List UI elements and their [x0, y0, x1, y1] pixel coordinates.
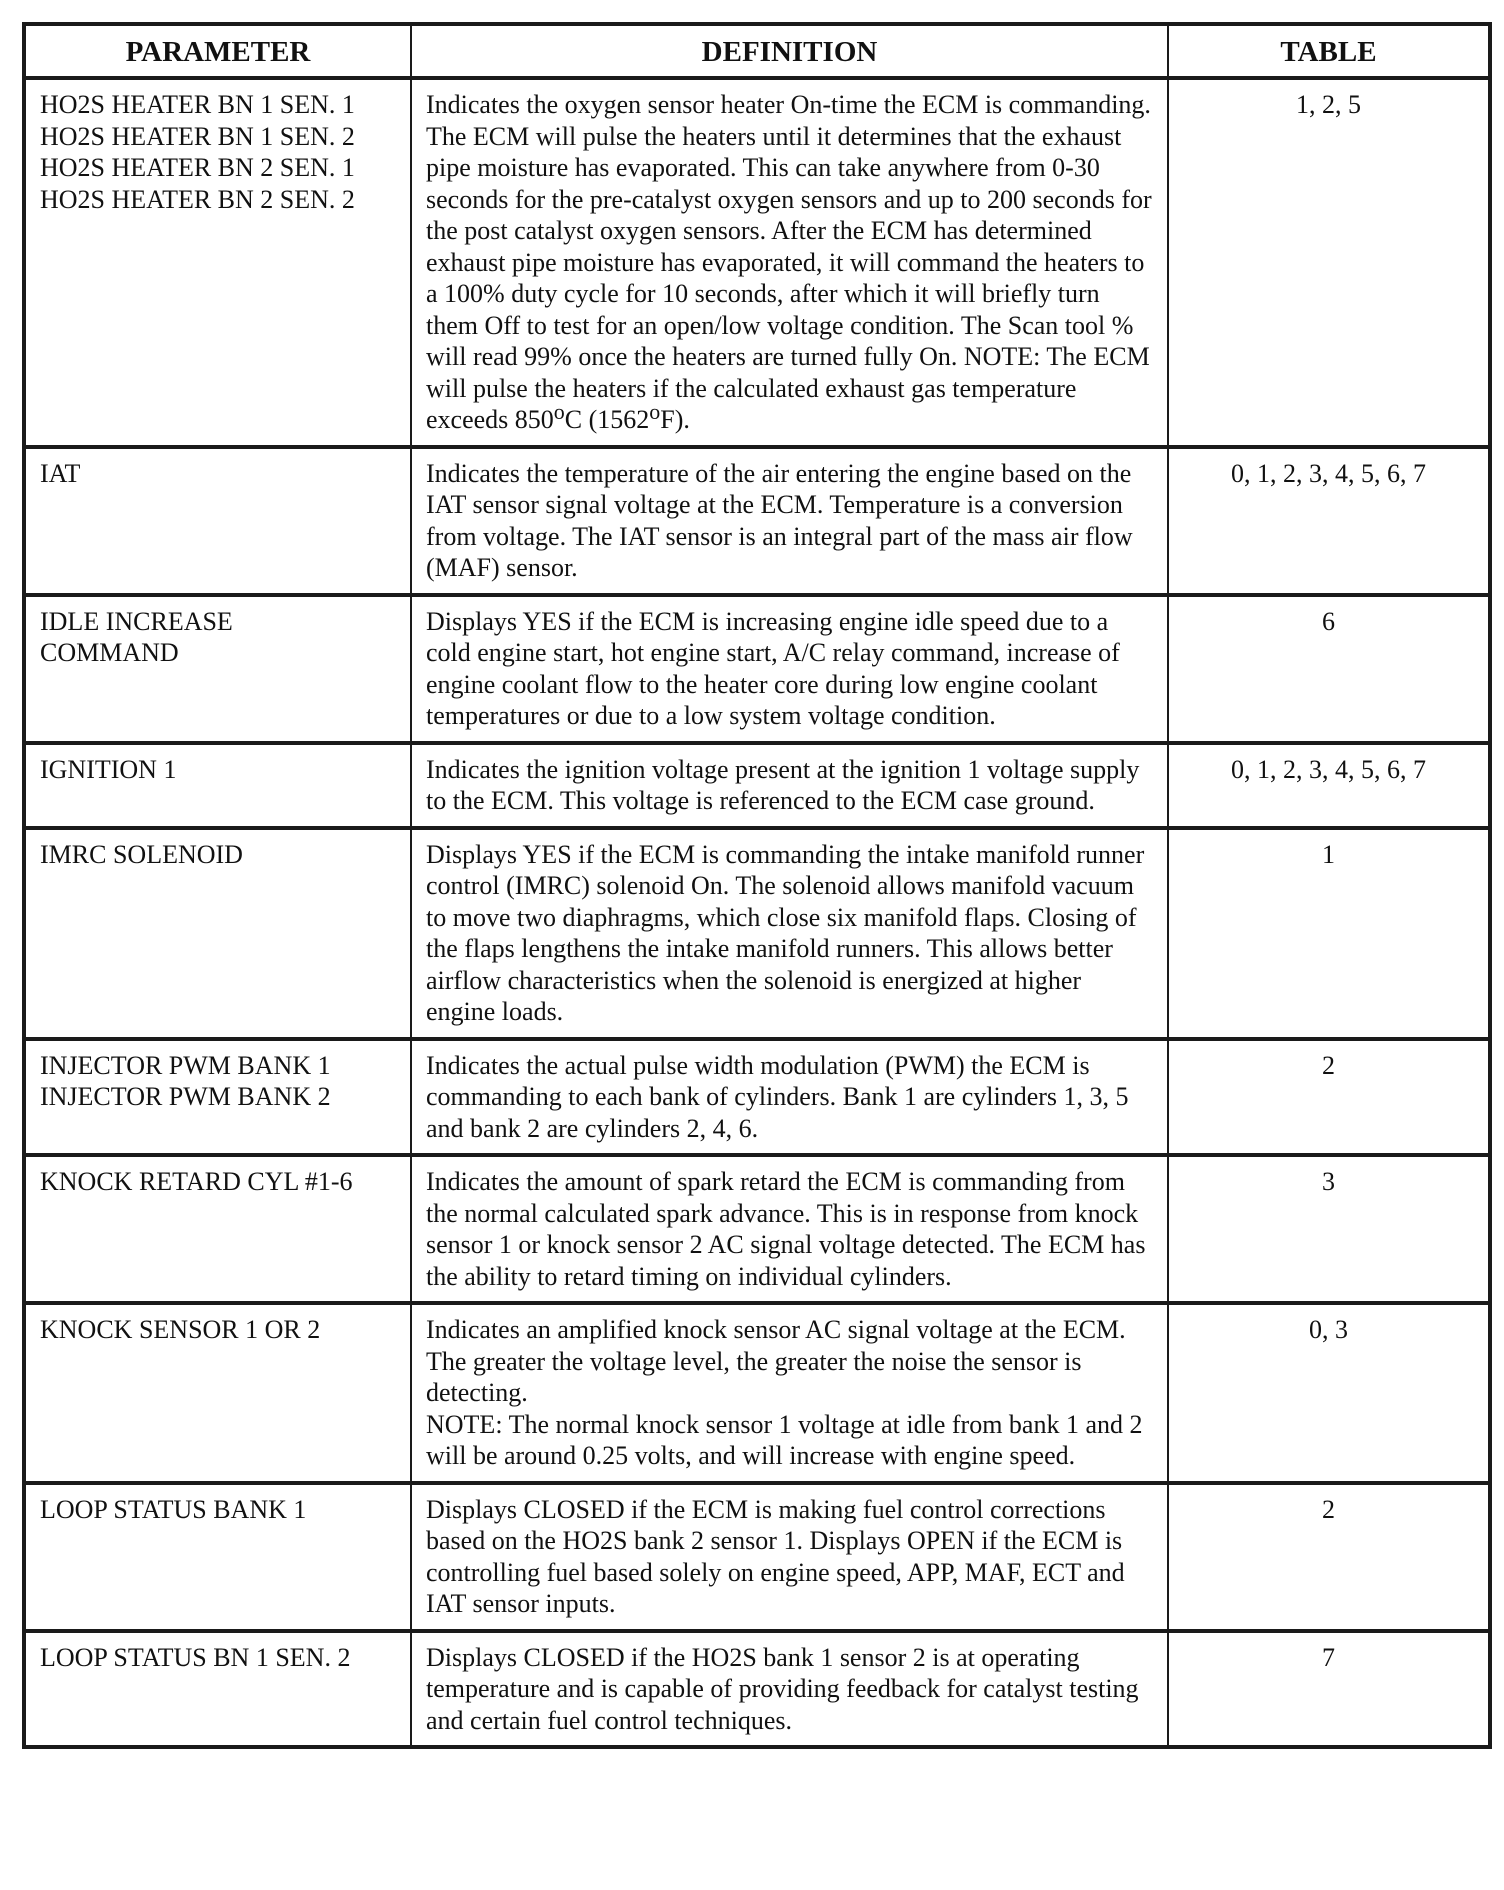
parameter-name: IAT [40, 458, 81, 488]
parameter-cell [24, 1631, 411, 1748]
temp-celsius-unit: C (1562 [564, 405, 650, 434]
definition-cell: Displays YES if the ECM is commanding the intake manifold runner control (IMRC) solenoid On. The solenoid allows manifold vacuum to move two diaphragms, which close six manifold flaps. Closing of the flaps lengthens the intake manifold runners. This allows better airflow characteristics when the solenoid is energized at higher engine loads. [411, 828, 1168, 1039]
table-ref-cell: 1, 2, 5 [1168, 78, 1490, 447]
parameter-name: HO2S HEATER BN 2 SEN. 1 [40, 153, 355, 182]
temp-fahrenheit-unit: F). [660, 405, 690, 434]
parameter-name: KNOCK SENSOR 1 OR 2 [40, 1315, 321, 1344]
table-ref-cell: 0, 1, 2, 3, 4, 5, 6, 7 [1168, 743, 1490, 828]
parameter-definition-table [22, 22, 1492, 1749]
parameter-cell [24, 1303, 411, 1483]
parameter-cell [24, 1155, 411, 1303]
parameter-name: LOOP STATUS BN 1 SEN. 2 [40, 1642, 351, 1672]
parameter-cell [24, 1483, 411, 1631]
parameter-name: HO2S HEATER BN 2 SEN. 2 [40, 184, 355, 214]
table-row [24, 1303, 1490, 1483]
parameter-name: IMRC SOLENOID [40, 839, 243, 869]
table-ref-cell: 2 [1168, 1483, 1490, 1631]
parameter-name: COMMAND [40, 638, 179, 667]
parameter-cell [24, 743, 411, 828]
table-ref-cell: 7 [1168, 1631, 1490, 1748]
table-row [24, 1039, 1490, 1156]
table-row [24, 828, 1490, 1039]
parameter-cell [24, 78, 411, 447]
parameter-name: INJECTOR PWM BANK 1 [40, 1050, 331, 1080]
table-row [24, 743, 1490, 828]
table-ref-cell: 6 [1168, 595, 1490, 743]
parameter-name: IGNITION 1 [40, 754, 177, 784]
degree-symbol: o [649, 399, 661, 424]
parameter-cell [24, 595, 411, 743]
header-definition: DEFINITION [411, 24, 1168, 78]
table-row [24, 1483, 1490, 1631]
definition-text: Indicates the oxygen sensor heater On-time the ECM is commanding. The ECM will pulse the heaters until it determines that the exhaust pipe moisture has evaporated. This can take anywhere from 0-30 seconds for the pre-catalyst oxygen sensors and up to 200 seconds for the post catalyst oxygen sensors. After the ECM has determined exhaust pipe moisture has evaporated, it will command the heaters to a 100% duty cycle for 10 seconds, after which it will briefly turn them Off to test for an open/low voltage condition. The Scan tool % will read 99% once the heaters are turned fully On. NOTE: The ECM will pulse the heaters if the calculated exhaust gas temperature exceeds [426, 90, 1152, 434]
definition-cell: Displays CLOSED if the ECM is making fuel control corrections based on the HO2S bank 2 sensor 1. Displays OPEN if the ECM is controlling fuel based solely on engine speed, APP, MAF, ECT and IAT sensor inputs. [411, 1483, 1168, 1631]
temp-celsius-value: 850 [514, 405, 554, 434]
degree-symbol: o [553, 399, 565, 424]
table-ref-cell: 2 [1168, 1039, 1490, 1156]
table-ref-cell: 0, 1, 2, 3, 4, 5, 6, 7 [1168, 447, 1490, 595]
table-row [24, 1155, 1490, 1303]
definition-cell: Indicates the ignition voltage present at the ignition 1 voltage supply to the ECM. This voltage is referenced to the ECM case ground. [411, 743, 1168, 828]
table-row [24, 595, 1490, 743]
definition-cell [411, 78, 1168, 447]
parameter-name: HO2S HEATER BN 1 SEN. 1 [40, 90, 355, 119]
table-header [24, 24, 1490, 78]
table-row [24, 78, 1490, 447]
table-ref-cell: 0, 3 [1168, 1303, 1490, 1483]
definition-cell: Displays YES if the ECM is increasing engine idle speed due to a cold engine start, hot engine start, A/C relay command, increase of engine coolant flow to the heater core during low engine coolant temperatures or due to a low system voltage condition. [411, 595, 1168, 743]
parameter-name: HO2S HEATER BN 1 SEN. 2 [40, 121, 355, 151]
parameter-name: INJECTOR PWM BANK 2 [40, 1082, 331, 1111]
header-table: TABLE [1168, 24, 1490, 78]
table-ref-cell: 1 [1168, 828, 1490, 1039]
parameter-cell [24, 828, 411, 1039]
definition-cell: Indicates the temperature of the air entering the engine based on the IAT sensor signal voltage at the ECM. Temperature is a conversion from voltage. The IAT sensor is an integral part of the mass air flow (MAF) sensor. [411, 447, 1168, 595]
definition-cell: Displays CLOSED if the HO2S bank 1 sensor 2 is at operating temperature and is capable of providing feedback for catalyst testing and certain fuel control techniques. [411, 1631, 1168, 1748]
table-ref-cell: 3 [1168, 1155, 1490, 1303]
header-row [24, 24, 1490, 78]
parameter-cell [24, 1039, 411, 1156]
table-row [24, 447, 1490, 595]
header-parameter: PARAMETER [24, 24, 411, 78]
parameter-name: LOOP STATUS BANK 1 [40, 1494, 307, 1524]
definition-cell: Indicates the amount of spark retard the ECM is commanding from the normal calculated spark advance. This is in response from knock sensor 1 or knock sensor 2 AC signal voltage detected. The ECM has the ability to retard timing on individual cylinders. [411, 1155, 1168, 1303]
parameter-name: IDLE INCREASE [40, 606, 233, 636]
definition-cell: Indicates the actual pulse width modulation (PWM) the ECM is commanding to each bank of cylinders. Bank 1 are cylinders 1, 3, 5 and bank 2 are cylinders 2, 4, 6. [411, 1039, 1168, 1156]
table-body [24, 78, 1490, 1747]
parameter-cell [24, 447, 411, 595]
table-row [24, 1631, 1490, 1748]
definition-cell: Indicates an amplified knock sensor AC signal voltage at the ECM. The greater the voltage level, the greater the noise the sensor is detecting. NOTE: The normal knock sensor 1 voltage at idle from bank 1 and 2 will be around 0.25 volts, and will increase with engine speed. [411, 1303, 1168, 1483]
parameter-name: KNOCK RETARD CYL #1-6 [40, 1167, 353, 1196]
